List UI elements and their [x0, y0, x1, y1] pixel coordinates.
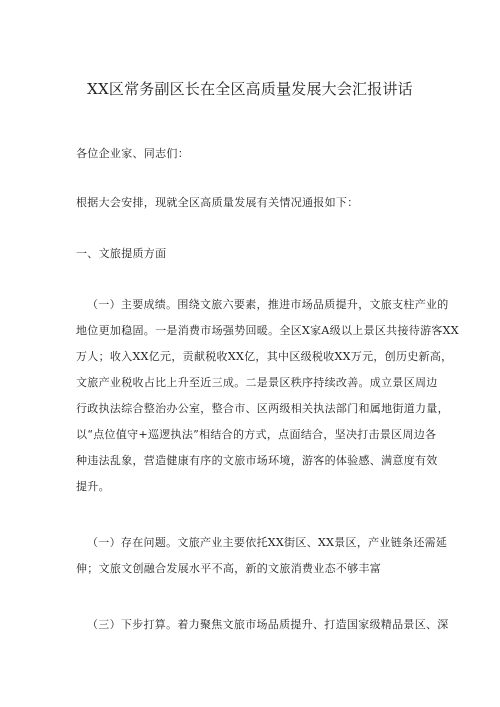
paragraph-line: 种违法乱象，营造健康有序的文旅市场环境，游客的体验感、满意度有效 — [76, 454, 438, 467]
paragraph-line: 伸；文旅文创融合发展水平不高，新的文旅消费业态不够丰富 — [76, 562, 382, 575]
paragraph-line: （一）存在问题。文旅产业主要依托XX街区、XX景区，产业链条还需延 — [87, 536, 448, 549]
document-title: XX区常务副区长在全区高质量发展大会汇报讲话 — [87, 80, 413, 98]
paragraph-line: 万人；收入XX亿元，贡献税收XX亿，其中区级税收XX万元，创历史新高， — [76, 350, 453, 363]
paragraph-line: 文旅产业税收占比上升至近三成。二是景区秩序持续改善。成立景区周边 — [76, 376, 438, 389]
intro-paragraph: 根据大会安排，现就全区高质量发展有关情况通报如下： — [76, 196, 359, 209]
paragraph-line: （三）下步打算。着力聚焦文旅市场品质提升、打造国家级精品景区、深 — [87, 618, 449, 631]
paragraph-line: 行政执法综合整治办公室，整合市、区两级相关执法部门和属地街道力量， — [76, 402, 449, 415]
salutation: 各位企业家、同志们： — [76, 147, 189, 160]
paragraph-line: 以“点位值守+巡逻执法”相结合的方式，点面结合，坚决打击景区周边各 — [76, 428, 437, 441]
section-heading: 一、文旅提质方面 — [76, 247, 167, 260]
paragraph-line: 地位更加稳固。一是消费市场强势回暖。全区X家A级以上景区共接待游客XX — [76, 324, 459, 337]
paragraph-line: 提升。 — [76, 480, 110, 493]
paragraph-line: （一）主要成绩。围绕文旅六要素，推进市场品质提升，文旅支柱产业的 — [87, 298, 449, 311]
